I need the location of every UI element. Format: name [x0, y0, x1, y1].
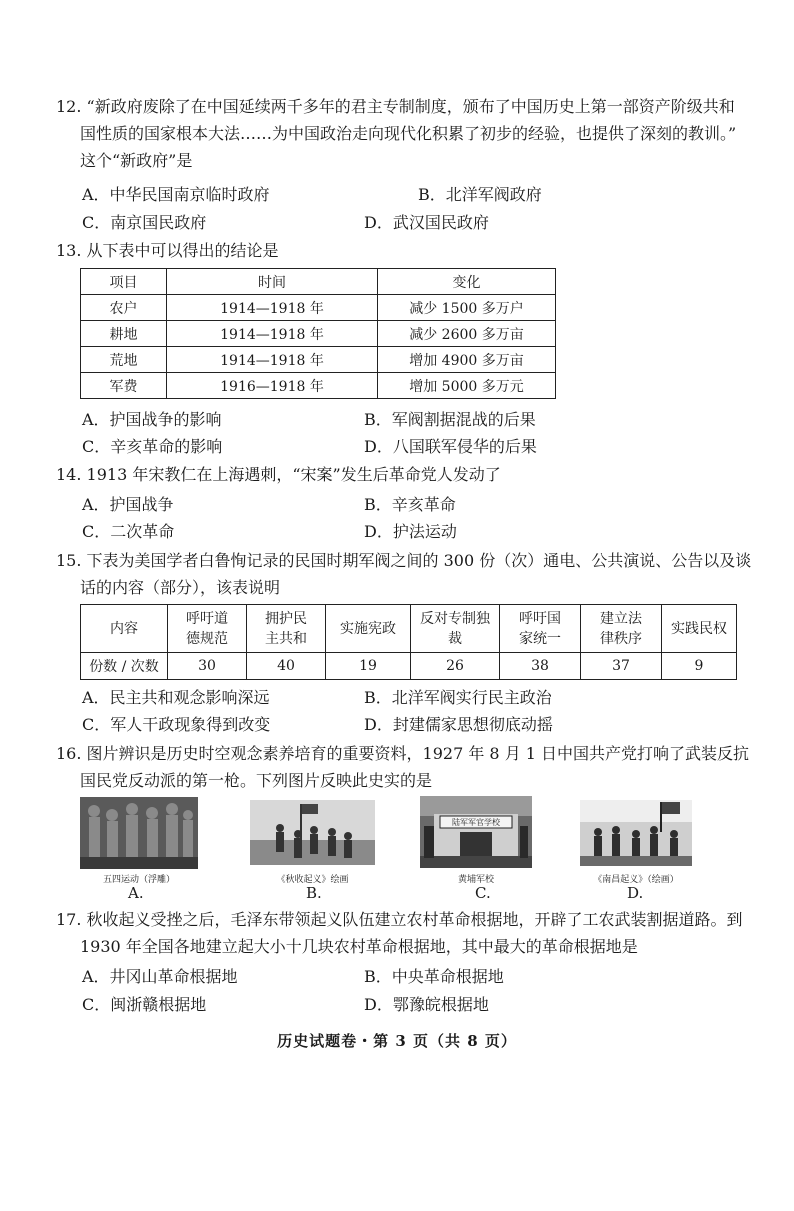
- table-header-row: [81, 605, 737, 653]
- image-autumn-harvest-painting: [250, 800, 375, 865]
- question-17-option-b: B．中央革命根据地: [364, 967, 504, 986]
- question-14-option-a: A．护国战争: [82, 495, 174, 514]
- question-12-option-d: D．武汉国民政府: [364, 213, 489, 232]
- table-row-label: 份数 / 次数: [81, 653, 168, 680]
- table-cell: 1914—1918 年: [167, 321, 378, 347]
- table-row: [81, 373, 556, 399]
- table-header-row: [81, 269, 556, 295]
- table-header-cell: [500, 605, 581, 653]
- table-header-cell: [581, 605, 662, 653]
- question-14-option-b: B．辛亥革命: [364, 495, 456, 514]
- table-header-cell: [247, 605, 326, 653]
- question-15-table: [80, 604, 737, 680]
- table-header-cell: 项目: [81, 269, 167, 295]
- header-line: 呼吁道: [186, 610, 228, 627]
- image-whampoa-gate: [420, 796, 532, 868]
- question-13-option-d: D．八国联军侵华的后果: [364, 437, 537, 456]
- table-cell: 1914—1918 年: [167, 347, 378, 373]
- question-14-option-d: D．护法运动: [364, 522, 457, 541]
- question-15-option-a: A．民主共和观念影响深远: [82, 688, 270, 707]
- question-12-line: 这个“新政府”是: [80, 151, 193, 170]
- question-12-stem: [56, 93, 736, 174]
- question-13-option-a: A．护国战争的影响: [82, 410, 222, 429]
- table-cell: 耕地: [81, 321, 167, 347]
- question-13-stem: 13. 从下表中可以得出的结论是: [56, 241, 279, 260]
- question-15-line: 话的内容（部分），该表说明: [80, 578, 281, 597]
- image-a-caption: 五四运动（浮雕）: [102, 875, 175, 885]
- table-cell: 19: [326, 653, 411, 680]
- table-row: [81, 347, 556, 373]
- image-b-letter: B.: [306, 884, 322, 902]
- image-may-fourth-relief: [80, 797, 198, 869]
- question-16-line: 16. 图片辨识是历史时空观念素养培育的重要资料，1927 年 8 月 1 日中国共产党打响了武装反抗: [56, 744, 750, 763]
- header-line: 律秩序: [600, 630, 642, 647]
- question-15-option-b: B．北洋军阀实行民主政治: [364, 688, 552, 707]
- header-line: 裁: [448, 630, 462, 647]
- image-a-letter: A.: [128, 884, 144, 902]
- header-line: 德规范: [186, 630, 228, 647]
- question-14-option-c: C．二次革命: [82, 522, 175, 541]
- table-cell: 38: [500, 653, 581, 680]
- table-header-cell: 变化: [378, 269, 556, 295]
- question-15-option-c: C．军人干政现象得到改变: [82, 715, 271, 734]
- table-header-cell: [411, 605, 500, 653]
- header-line: 家统一: [519, 630, 561, 647]
- image-b-caption: 《秋收起义》绘画: [276, 875, 349, 885]
- table-row: [81, 295, 556, 321]
- question-15-stem: [56, 547, 751, 601]
- header-line: 建立法: [600, 610, 642, 627]
- question-13-table: [80, 268, 556, 399]
- table-cell: 荒地: [81, 347, 167, 373]
- table-cell: 37: [581, 653, 662, 680]
- header-line: 反对专制独: [420, 610, 490, 627]
- whampoa-gate-sign: 陆军军官学校: [452, 818, 500, 827]
- table-header-cell: 内容: [81, 605, 168, 653]
- header-line: 拥护民: [265, 610, 307, 627]
- question-17-line: 17. 秋收起义受挫之后，毛泽东带领起义队伍建立农村革命根据地，开辟了工农武装割据道路。到: [56, 910, 743, 929]
- table-header-cell: 实践民权: [662, 605, 737, 653]
- table-cell: 9: [662, 653, 737, 680]
- table-row: [81, 653, 737, 680]
- question-13-option-c: C．辛亥革命的影响: [82, 437, 223, 456]
- question-17-option-d: D．鄂豫皖根据地: [364, 995, 489, 1014]
- image-nanchang-uprising-painting: [580, 800, 692, 866]
- table-cell: 增加 4900 多万亩: [378, 347, 556, 373]
- table-cell: 农户: [81, 295, 167, 321]
- table-cell: 40: [247, 653, 326, 680]
- question-17-line: 1930 年全国各地建立起大小十几块农村革命根据地，其中最大的革命根据地是: [80, 937, 638, 956]
- table-cell: 减少 1500 多万户: [378, 295, 556, 321]
- question-15-option-d: D．封建儒家思想彻底动摇: [364, 715, 553, 734]
- question-17-option-a: A．井冈山革命根据地: [82, 967, 238, 986]
- image-d-caption: 《南昌起义》（绘画）: [593, 875, 679, 885]
- question-12-option-c: C．南京国民政府: [82, 213, 207, 232]
- header-line: 呼吁国: [519, 610, 561, 627]
- table-cell: 1916—1918 年: [167, 373, 378, 399]
- image-c-letter: C.: [475, 884, 491, 902]
- table-row: [81, 321, 556, 347]
- question-12-option-a: A．中华民国南京临时政府: [82, 185, 270, 204]
- question-17-stem: [56, 906, 743, 960]
- table-cell: 减少 2600 多万亩: [378, 321, 556, 347]
- question-14-stem: 14. 1913 年宋教仁在上海遇刺，“宋案”发生后革命党人发动了: [56, 465, 501, 484]
- question-17-option-c: C．闽浙赣根据地: [82, 995, 207, 1014]
- table-header-cell: 时间: [167, 269, 378, 295]
- table-cell: 增加 5000 多万元: [378, 373, 556, 399]
- table-cell: 26: [411, 653, 500, 680]
- header-line: 主共和: [265, 630, 307, 647]
- image-d-letter: D.: [627, 884, 644, 902]
- table-cell: 1914—1918 年: [167, 295, 378, 321]
- table-cell: 军费: [81, 373, 167, 399]
- table-header-cell: 实施宪政: [326, 605, 411, 653]
- table-cell: 30: [168, 653, 247, 680]
- question-15-line: 15. 下表为美国学者白鲁恂记录的民国时期军阀之间的 300 份（次）通电、公共演说、公告以及谈: [56, 551, 752, 570]
- page-footer: 历史试题卷・第 3 页（共 8 页）: [277, 1032, 517, 1050]
- question-12-line: 国性质的国家根本大法……为中国政治走向现代化积累了初步的经验，也提供了深刻的教训。”: [80, 124, 737, 143]
- question-12-option-b: B．北洋军阀政府: [418, 185, 542, 204]
- image-c-caption: 黄埔军校: [457, 875, 494, 885]
- question-12-line: 12. “新政府废除了在中国延续两千多年的君主专制制度，颁布了中国历史上第一部资产阶级共和: [56, 97, 735, 116]
- question-16-stem: [56, 740, 749, 794]
- table-header-cell: [168, 605, 247, 653]
- question-16-line: 国民党反动派的第一枪。下列图片反映此史实的是: [80, 771, 433, 790]
- question-13-option-b: B．军阀割据混战的后果: [364, 410, 536, 429]
